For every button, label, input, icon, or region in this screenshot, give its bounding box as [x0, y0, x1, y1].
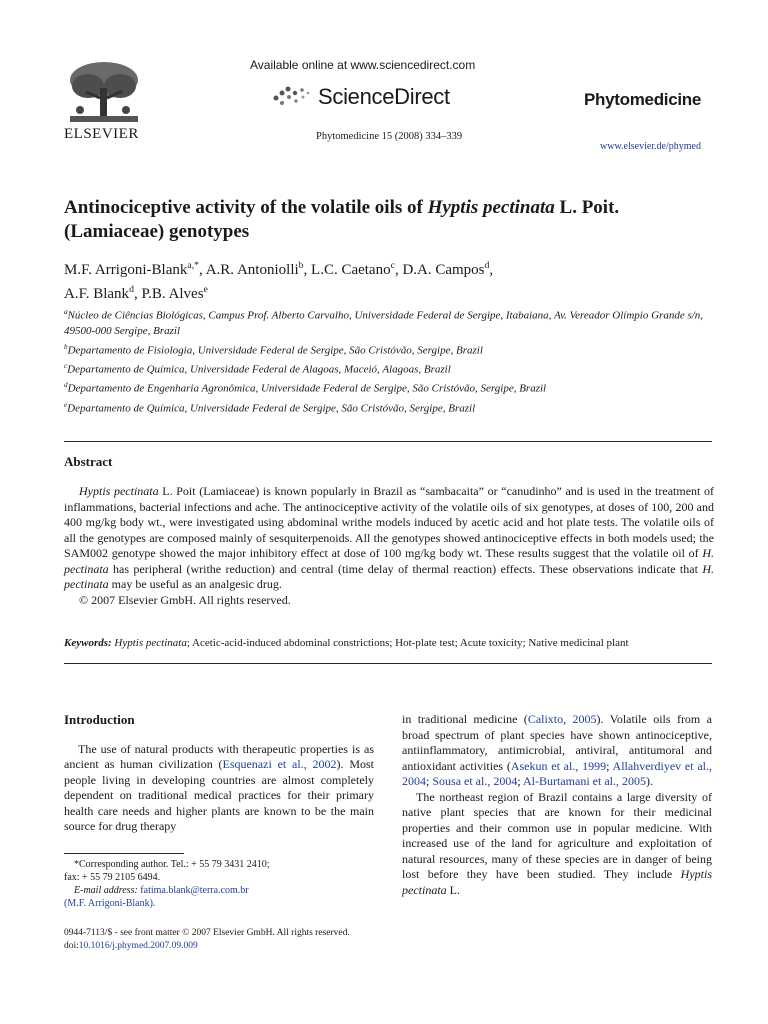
divider-bottom — [64, 663, 712, 664]
ref-alburtamani-link[interactable]: Al-Burtamani et al., 2005 — [523, 774, 646, 788]
author: D.A. Campos$^d$ — [402, 260, 490, 278]
sciencedirect-text: ScienceDirect — [318, 84, 450, 109]
elsevier-tree-logo — [64, 58, 144, 128]
keywords: Keywords: Hyptis pectinata; Acetic-acid-induced abdominal constrictions; Hot-plate test; Acute toxicity; Native medicinal plant — [64, 637, 629, 649]
doi-link[interactable]: 10.1016/j.phymed.2007.09.009 — [78, 941, 198, 951]
publisher-name: ELSEVIER — [64, 126, 139, 142]
affiliation: $^a$Núcleo de Ciências Biológicas, Campus Prof. Alberto Carvalho, Universidade Federal de Sergipe, Itabaiana, Av. Vereador Olímpio Grande s/n, 49500-000 Sergipe, Brazil — [64, 308, 704, 338]
abstract-body: Hyptis pectinata L. Poit (Lamiaceae) is known popularly in Brazil as “sambacaita” or “canudinho” and is used in the treatment of inflammations, bacterial infections and ache. The antinociceptive activity of the volatile oils of six genotypes, at doses of 100, 200 and 400 mg/kg body wt., were investigated using abdominal writhe models induced by acetic acid and hot plate tests. The volatile oils of all the genotypes are composed mainly of sesquiterpenoids. All the genotypes showed antinociceptive effects in both models used; the SAM002 genotype showed the major inhibitory effect at dose of 100 mg/kg body wt. These results suggest that the volatile oil of H. pectinata has peripheral (writhe reduction) and central (time delay of thermal reaction) effects. These observations indicate that H. pectinata may be useful as an analgesic drug. © 2007 Elsevier GmbH. All rights reserved. — [64, 484, 715, 607]
email-link[interactable]: fatima.blank@terra.com.br — [140, 885, 249, 896]
ref-calixto-link[interactable]: Calixto, 2005 — [527, 712, 597, 726]
column-left — [64, 712, 374, 835]
journal-url-link[interactable]: www.elsevier.de/phymed — [600, 141, 701, 152]
article-title: Antinociceptive activity of the volatile oils of Hyptis pectinata L. Poit. (Lamiaceae) genotypes — [64, 197, 620, 242]
author: P.B. Alves$^e$ — [141, 284, 208, 302]
sciencedirect-logo — [270, 80, 450, 114]
ref-esquenazi-link[interactable]: Esquenazi et al., 2002 — [222, 757, 337, 771]
sciencedirect-dots-icon — [270, 84, 310, 110]
author-list: M.F. Arrigoni-Blank$^{a,*}$, A.R. Antoniolli$^b$, L.C. Caetano$^c$, D.A. Campos$^d$, A.F. Blank$^d$, P.B. Alves$^e$ — [64, 260, 494, 302]
author: M.F. Arrigoni-Blank$^{a,*}$ — [64, 260, 200, 278]
intro-paragraph-2: The northeast region of Brazil contains a large diversity of native plant species that are known for their medicinal properties and their common use in popular medicine. With increased use of the land for agriculture and exploitation of natural resources, many of these species are in danger of being lost before they have been studied. They include Hyptis pectinata L. — [402, 789, 712, 897]
intro-paragraph-1-cont: in traditional medicine (Calixto, 2005). Volatile oils from a broad spectrum of plant species have shown antinociceptive, antiinflammatory, antimicrobial, antiviral, antitumoral and antioxidant activities (Asekun et al., 1999; Allahverdiyev et al., 2004; Sousa et al., 2004; Al-Burtamani et al., 2005). — [402, 712, 713, 788]
available-online-text: Available online at www.sciencedirect.com — [250, 58, 476, 72]
introduction-heading: Introduction — [64, 712, 135, 727]
author: A.F. Blank$^d$ — [64, 284, 134, 302]
email-author-name: (M.F. Arrigoni-Blank). — [64, 898, 156, 909]
affiliation: $^e$Departamento de Química, Universidade Federal de Sergipe, São Cristóvão, Sergipe, Brazil — [64, 400, 476, 415]
ref-allahverdiyev-link[interactable]: Allahverdiyev et al., 2004 — [402, 758, 713, 788]
author: A.R. Antoniolli$^b$ — [205, 260, 304, 278]
abstract-heading: Abstract — [64, 454, 113, 469]
journal-reference: Phytomedicine 15 (2008) 334–339 — [316, 131, 463, 142]
copyright-notice: © 2007 Elsevier GmbH. All rights reserved. — [79, 592, 291, 607]
ref-asekun-link[interactable]: Asekun et al., 1999 — [510, 758, 607, 773]
affiliation: $^d$Departamento de Engenharia Agronômica, Universidade Federal de Sergipe, São Cristóvão, Sergipe, Brazil — [64, 381, 547, 395]
front-matter-note: 0944-7113/$ - see front matter © 2007 Elsevier GmbH. All rights reserved. doi:10.1016/j.phymed.2007.09.009 — [64, 928, 350, 951]
intro-paragraph-1: The use of natural products with therapeutic properties is as ancient as human civilization (Esquenazi et al., 2002). Most people living in developing countries are almost completely dependent on traditional medical practices for their primary health care needs and higher plants are known to be the main source for drug therapy — [64, 741, 375, 833]
journal-name: Phytomedicine — [584, 90, 702, 109]
column-right — [402, 712, 712, 898]
affiliations — [64, 305, 724, 417]
ref-sousa-link[interactable]: Sousa et al., 2004 — [432, 774, 518, 788]
affiliation: $^b$Departamento de Fisiologia, Universidade Federal de Sergipe, São Cristóvão, Sergipe, Brazil — [64, 342, 483, 357]
divider-top — [64, 441, 712, 442]
corresponding-author-footnote: *Corresponding author. Tel.: + 55 79 3431 2410; fax: + 55 79 2105 6494. E-mail address: fatima.blank@terra.com.br (M.F. Arrigoni-Blank). — [64, 858, 374, 910]
footnote-divider — [64, 853, 184, 854]
affiliation: $^c$Departamento de Química, Universidade Federal de Alagoas, Maceió, Alagoas, Brazil — [64, 362, 451, 376]
author: L.C. Caetano$^c$ — [311, 260, 395, 278]
